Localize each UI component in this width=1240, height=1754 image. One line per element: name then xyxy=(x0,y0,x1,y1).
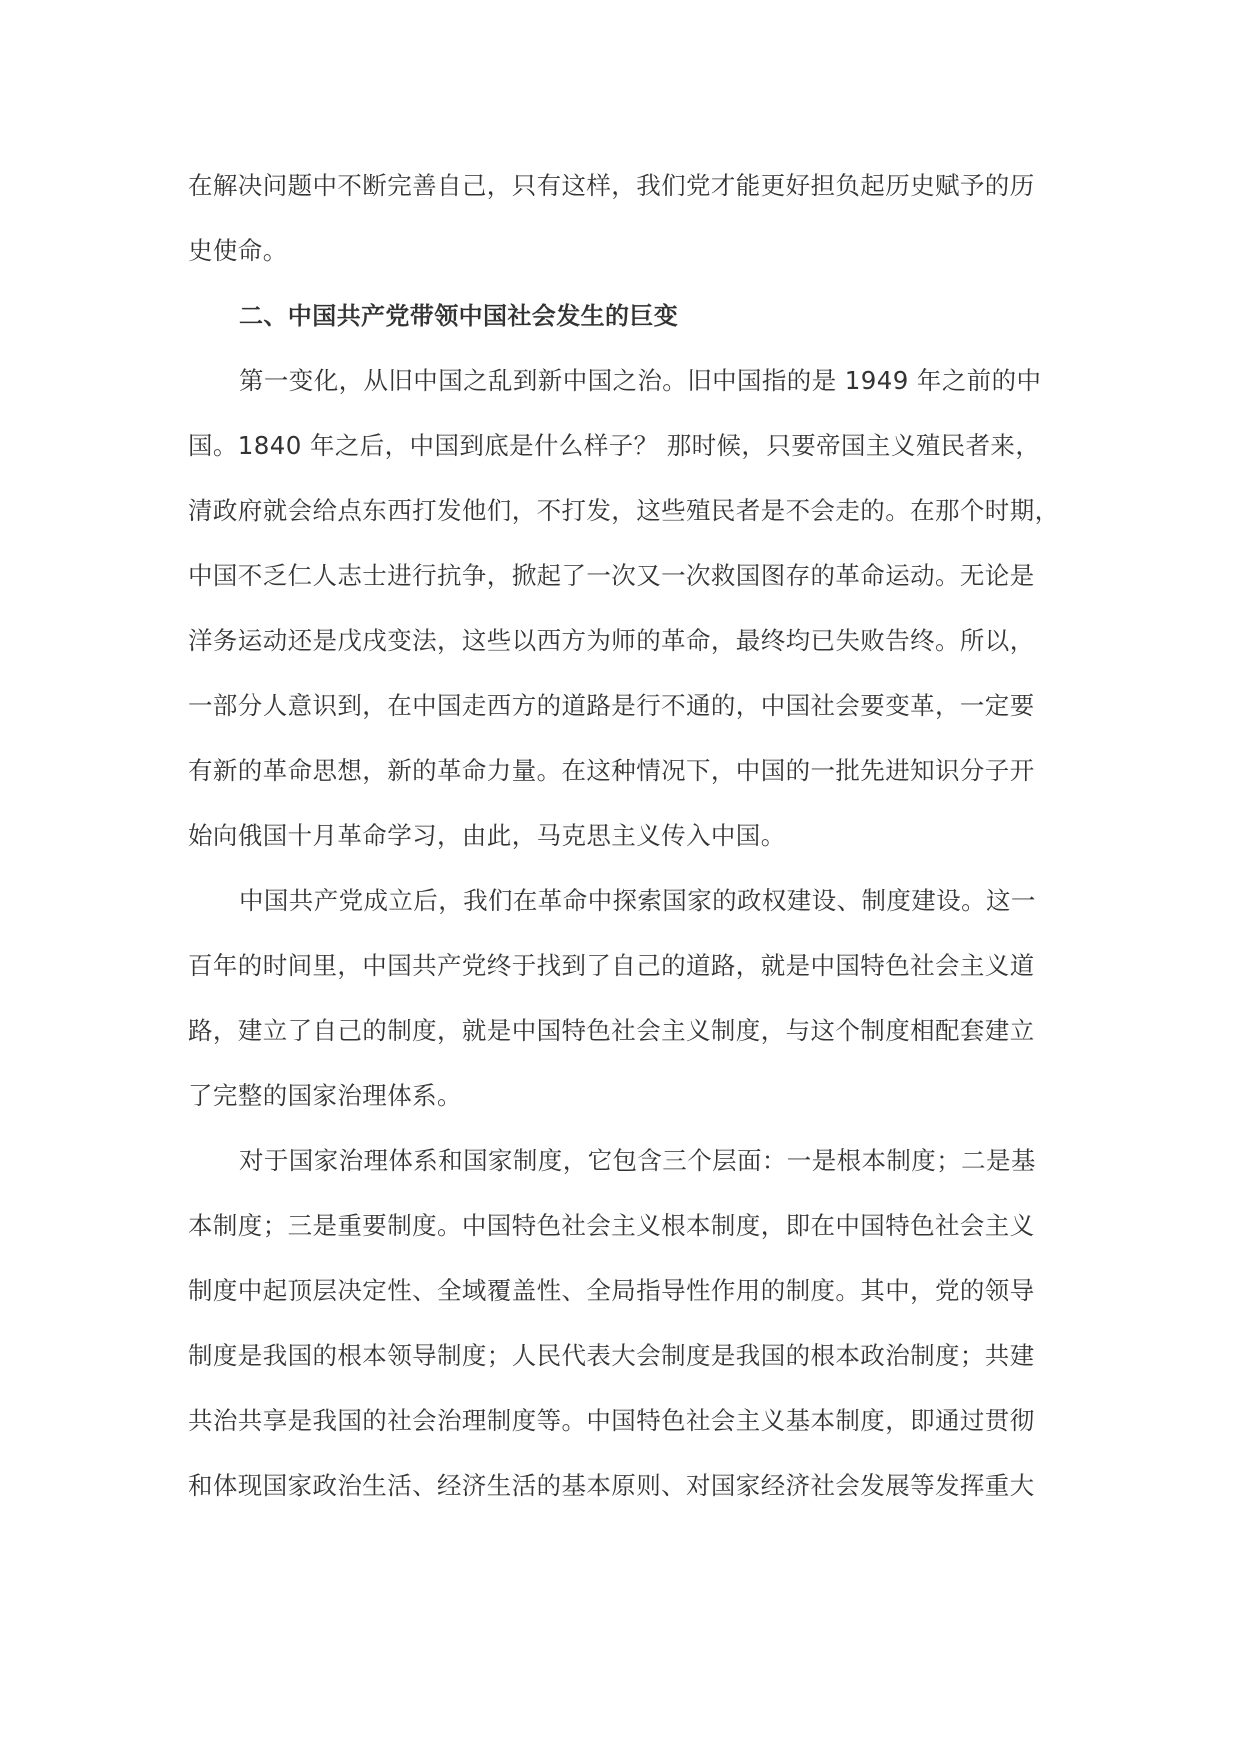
text-line: 共治共享是我国的社会治理制度等。中国特色社会主义基本制度，即通过贯彻 xyxy=(188,1406,1035,1435)
text-line: 本制度；三是重要制度。中国特色社会主义根本制度，即在中国特色社会主义 xyxy=(188,1211,1035,1240)
text-line: 史使命。 xyxy=(188,236,288,265)
text-line: 百年的时间里，中国共产党终于找到了自己的道路，就是中国特色社会主义道 xyxy=(188,951,1035,980)
paragraph-3 xyxy=(188,1138,1068,1528)
text-line: 一部分人意识到，在中国走西方的道路是行不通的，中国社会要变革，一定要 xyxy=(188,691,1035,720)
text-line: 洋务运动还是戊戌变法，这些以西方为师的革命，最终均已失败告终。所以， xyxy=(188,626,1035,655)
text-line: 第一变化，从旧中国之乱到新中国之治。旧中国指的是 1949 年之前的中 xyxy=(239,366,1042,395)
document-body xyxy=(188,163,1068,1528)
paragraph-2 xyxy=(188,878,1068,1138)
text-line: 制度是我国的根本领导制度；人民代表大会制度是我国的根本政治制度；共建 xyxy=(188,1341,1035,1370)
text-line: 对于国家治理体系和国家制度，它包含三个层面：一是根本制度；二是基 xyxy=(239,1146,1036,1175)
text-line: 制度中起顶层决定性、全域覆盖性、全局指导性作用的制度。其中，党的领导 xyxy=(188,1276,1035,1305)
text-line: 清政府就会给点东西打发他们，不打发，这些殖民者是不会走的。在那个时期， xyxy=(188,496,1060,525)
section-heading xyxy=(188,293,1068,358)
text-line: 了完整的国家治理体系。 xyxy=(188,1081,462,1110)
text-line: 国。1840 年之后，中国到底是什么样子？ 那时候，只要帝国主义殖民者来， xyxy=(188,431,1041,460)
text-line: 和体现国家政治生活、经济生活的基本原则、对国家经济社会发展等发挥重大 xyxy=(188,1471,1035,1500)
section-heading-text: 二、中国共产党带领中国社会发生的巨变 xyxy=(239,302,679,330)
text-line: 中国共产党成立后，我们在革命中探索国家的政权建设、制度建设。这一 xyxy=(239,886,1036,915)
text-line: 中国不乏仁人志士进行抗争，掀起了一次又一次救国图存的革命运动。无论是 xyxy=(188,561,1035,590)
paragraph-1 xyxy=(188,358,1068,878)
text-line: 始向俄国十月革命学习，由此，马克思主义传入中国。 xyxy=(188,821,786,850)
text-line: 有新的革命思想，新的革命力量。在这种情况下，中国的一批先进知识分子开 xyxy=(188,756,1035,785)
text-line: 在解决问题中不断完善自己，只有这样，我们党才能更好担负起历史赋予的历 xyxy=(188,171,1035,200)
paragraph-intro xyxy=(188,163,1068,293)
text-line: 路，建立了自己的制度，就是中国特色社会主义制度，与这个制度相配套建立 xyxy=(188,1016,1035,1045)
